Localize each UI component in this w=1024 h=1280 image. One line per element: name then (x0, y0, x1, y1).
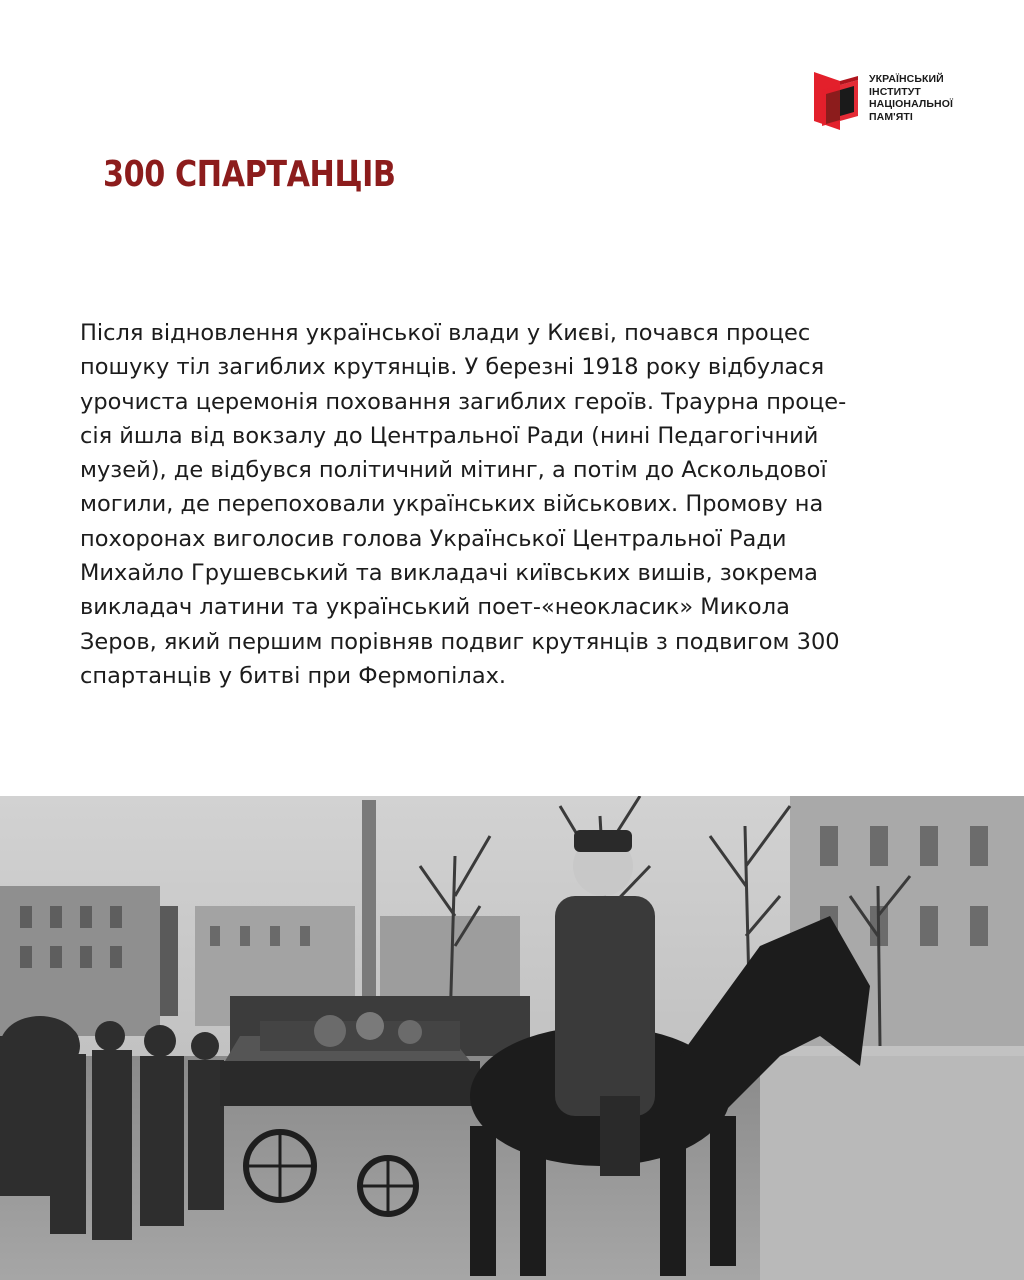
logo-line: ПАМ'ЯТІ (869, 110, 913, 123)
body-line: сія йшла від вокзалу до Центральної Ради (нині Педагогічний (80, 422, 819, 449)
page-title: 300 СПАРТАНЦІВ (103, 154, 396, 195)
funeral-procession-photo (0, 796, 1024, 1280)
body-line: спартанців у битві при Фермопілах. (80, 662, 507, 689)
photo-illustration (0, 796, 1024, 1280)
uinp-logo (812, 70, 982, 134)
body-line: музей), де відбувся політичний мітинг, а потім до Аскольдової (80, 457, 827, 484)
logo-line: УКРАЇНСЬКИЙ (869, 73, 944, 85)
body-line: могили, де перепоховали українських військових. Промову на (80, 491, 824, 518)
body-line: Після відновлення української влади у Києві, почався процес (80, 320, 811, 346)
body-line: похоронах виголосив голова Української Центральної Ради (80, 525, 787, 552)
uinp-logo-icon (812, 70, 862, 134)
body-line: пошуку тіл загиблих крутянців. У березні 1918 року відбулася (80, 354, 825, 381)
body-line: Михайло Грушевський та викладачі київських вишів, зокрема (80, 560, 818, 587)
body-line: Зеров, який першим порівняв подвиг крутянців з подвигом 300 (80, 628, 840, 655)
body-line: викладач латини та український поет-«неокласик» Микола (80, 594, 790, 621)
body-paragraph (80, 316, 950, 693)
logo-line: НАЦІОНАЛЬНОЇ (869, 98, 953, 110)
logo-text (869, 73, 953, 123)
monument-column (362, 800, 376, 1000)
body-line: урочиста церемонія поховання загиблих героїв. Траурна проце- (80, 388, 847, 415)
logo-line: ІНСТИТУТ (869, 85, 921, 98)
